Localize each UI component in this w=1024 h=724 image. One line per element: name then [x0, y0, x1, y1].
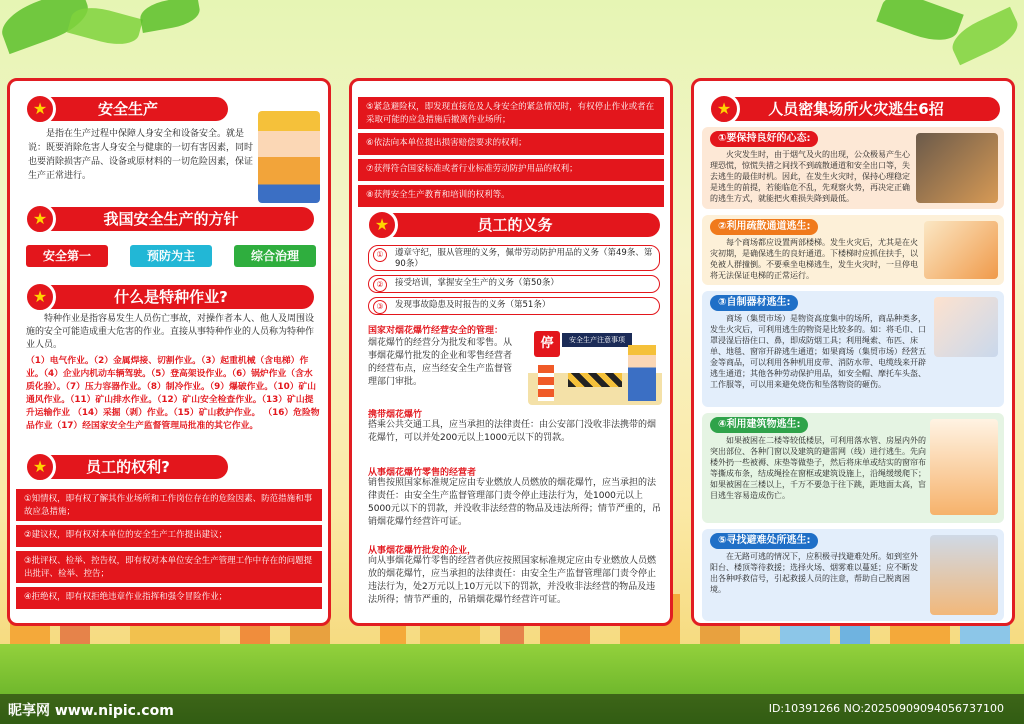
right-item-6: ⑥依法向本单位提出损害赔偿要求的权利； [358, 133, 664, 155]
duty-text: 遵章守纪，服从管理的义务，佩带劳动防护用品的义务（第49条、第90条） [395, 248, 653, 269]
fire-scene-image [916, 133, 998, 203]
tip-tag: ②利用疏散通道逃生: [710, 219, 818, 235]
star-icon: ★ [24, 93, 56, 125]
tip-text: 在无路可逃的情况下，应积极寻找避难处所。如到室外阳台、楼顶等待救援；选择火场、烟雾难以蔓延；应不断发出各种呼救信号，引起救援人员的注意，帮助自己脱离困境。 [710, 552, 918, 594]
duty-text: 发现事故隐患及时报告的义务（第51条） [395, 300, 551, 310]
right-item-1: ①知情权，即有权了解其作业场所和工作岗位存在的危险因素、防范措施和事故应急措施； [16, 489, 322, 521]
right-item-2: ②建议权，即有权对本单位的安全生产工作提出建议； [16, 525, 322, 547]
duty-item-1 [368, 245, 660, 271]
tip-tag: ⑤寻找避难处所逃生: [710, 533, 818, 549]
escape-tip-5 [702, 529, 1004, 621]
worker-icon [628, 345, 656, 401]
carry-heading: 携带烟花爆竹 [368, 410, 423, 420]
star-icon: ★ [24, 203, 56, 235]
carry-text: 搭乘公共交通工具，应当承担的法律责任：由公安部门没收非法携带的烟花爆竹，可以并处200元以上1000元以下的罚款。 [368, 420, 657, 443]
site-logo: 昵享网 www.nipic.com [8, 703, 174, 719]
tip-text: 每个商场都应设置两部楼梯。发生火灾后，尤其是在火灾初期，是确保逃生的良好通道。下楼梯时应抓住扶手，以免被人群撞倒。不要乘坐电梯逃生，发生火灾时，一旦停电将无法保证电梯的正常运行。 [710, 238, 918, 280]
escape-tip-1 [702, 127, 1004, 209]
policy-title: 我国安全生产的方针 [103, 210, 239, 228]
policy-pill-3: 综合治理 [234, 245, 316, 267]
right-item-4: ④拒绝权，即有权拒绝违章作业指挥和强令冒险作业； [16, 587, 322, 609]
policy-pill-1: 安全第一 [26, 245, 108, 267]
tip-tag: ④利用建筑物逃生: [710, 417, 808, 433]
right-item-8: ⑧获得安全生产教育和培训的权利等。 [358, 185, 664, 207]
panel-right [691, 78, 1015, 626]
tip-tag: ③自制器材逃生: [710, 295, 798, 311]
tip-text: 如果被困在二楼等较低楼层，可利用落水管、房屋内外的突出部位、各种门窗以及建筑的避雷网（线）进行逃生。先向楼外扔一些被褥、床垫等做垫子，然后将床单或结实的窗帘布等撕成布条，结成绳拴在窗框或建筑设施上，沿绳缓缓爬下；如果被困在三楼以上，千万不要急于往下跳，距地面太高，盲目逃生容易造成伤亡。 [710, 436, 926, 500]
right-item-5: ⑤紧急避险权，即发现直接危及人身安全的紧急情况时，有权停止作业或者在采取可能的应急措施后撤离作业场所； [358, 97, 664, 129]
barrier-icon [568, 373, 622, 387]
tip-tag: ①要保持良好的心态: [710, 131, 818, 147]
duty-header [370, 213, 660, 237]
safety-sign-illustration [528, 325, 662, 405]
rights-title: 员工的权利? [86, 458, 170, 476]
worker-illustration [258, 111, 320, 203]
policy-header [28, 207, 314, 231]
escape-tip-3 [702, 291, 1004, 407]
id-text: ID:10391266 NO:20250909094056737100 [768, 702, 1004, 715]
escape-tip-2 [702, 215, 1004, 285]
star-icon: ★ [24, 281, 56, 313]
sign-board: 安全生产注意事项 [562, 333, 632, 347]
duty-item-3 [368, 297, 660, 315]
tip-text: 商场（集贸市场）是物资高度集中的场所，商品种类多，发生火灾后，可利用逃生的物资是比较多的。如：将毛巾、口罩浸湿后捂住口、鼻，即成防烟工具；利用绳索、布匹、床单、地毯、窗帘开辟逃生通道；如果商场（集贸市场）经营五金等商品，可以利用各种机用皮带、消防水带、电缆线来开辟逃生通道；其他各种劳动保护用品，如安全帽、摩托车头盔、工作服等，可以用来避免烧伤和坠落物资的砸伤。 [710, 314, 926, 389]
wholesale-heading: 从事烟花爆竹批发的企业， [368, 546, 477, 556]
star-icon: ★ [24, 451, 56, 483]
rooftop-refuge-image [930, 535, 998, 615]
safety-text: 是指在生产过程中保障人身安全和设备安全。就是说：既要消除危害人身安全与健康的一切有害因素，同时也要消除损害产品、设备或原材料的一切危险因素，保证生产正常进行。 [28, 129, 254, 181]
watermark-bar [0, 694, 1024, 724]
building-escape-image [930, 419, 998, 515]
panel-middle [349, 78, 673, 626]
right-item-3: ③批评权、检举、控告权，即有权对本单位安全生产管理工作中存在的问题提出批评、检举、控告； [16, 551, 322, 583]
fireworks-text: 烟花爆竹的经营分为批发和零售。从事烟花爆竹批发的企业和零售经营者的经营布点，应当经安全生产监督管理部门审批。 [368, 338, 513, 387]
special-title: 什么是特种作业? [114, 288, 228, 306]
right-item-7: ⑦获得符合国家标准或者行业标准劳动防护用品的权利； [358, 159, 664, 181]
star-icon: ★ [708, 93, 740, 125]
safety-header [28, 97, 228, 121]
escape-header [712, 97, 1000, 121]
stop-sign-icon: 停 [534, 331, 560, 357]
special-list: （1）电气作业。（2）金属焊接、切割作业。（3）起重机械（含电梯）作业。（4）企业内机动车辆驾驶。（5）登高架设作业。（6）锅炉作业（含水质化验）。（7）压力容器作业。（8）制冷作业。（9）爆破作业。（10）矿山通风作业。（11）矿山排水作业。（12）矿山安全检查作业。（13）矿山提升运输作业 （14）采掘（剥）作业。（15）矿山救护作业。 （16）危险物品作业（17）经国家安全生产监督管理局批准的其它作业。 [26, 356, 320, 431]
wholesale-text: 向从事烟花爆竹零售的经营者供应按照国家标准规定应由专业燃放人员燃放的烟花爆竹，应当承担的法律责任：由安全生产监督管理部门责令停止违法行为，处2万元以上10万元以下的罚款，并没收非法经营的物品及违法所得；情节严重的，吊销烟花爆竹经营许可证。 [368, 556, 657, 605]
rights-header [28, 455, 228, 479]
special-header [28, 285, 314, 309]
duty-num: ② [373, 278, 387, 292]
duty-text: 接受培训，掌握安全生产的义务（第50条） [395, 278, 559, 288]
duty-num: ① [373, 248, 387, 262]
mask-escape-image [934, 297, 998, 357]
duty-title: 员工的义务 [477, 216, 553, 234]
duty-item-2 [368, 275, 660, 293]
escape-tip-4 [702, 413, 1004, 523]
special-text: 特种作业是指容易发生人员伤亡事故，对操作者本人、他人及周围设施的安全可能造成重大危害的作业。直接从事特种作业的人员称为特种作业人员。 [26, 314, 315, 350]
panel-left [7, 78, 331, 626]
stairs-escape-image [924, 221, 998, 279]
escape-title: 人员密集场所火灾逃生6招 [768, 100, 944, 118]
star-icon: ★ [366, 209, 398, 241]
policy-pill-2: 预防为主 [130, 245, 212, 267]
retail-heading: 从事烟花爆竹零售的经营者 [368, 468, 477, 478]
duty-num: ③ [373, 300, 387, 314]
retail-text: 销售按照国家标准规定应由专业燃放人员燃放的烟花爆竹，应当承担的法律责任：由安全生产监督管理部门责令停止违法行为，处1000元以上5000元以下的罚款，并没收非法经营的物品及违法所得；情节严重的，吊销烟花爆竹经营许可证。 [368, 478, 661, 527]
traffic-cone-icon [538, 365, 554, 401]
tip-text: 火灾发生时，由于烟气及火的出现，公众极易产生心理恐慌，惊慌失措之间找不到疏散通道和安全出口等，失去逃生的最佳时机。因此，在发生火灾时，保持心理稳定是逃生的前提，若能临危不乱，先观察火势，再决定正确的逃生方式，就能把火难损失降到最低。 [710, 150, 910, 203]
fireworks-heading: 国家对烟花爆竹经营安全的管理： [368, 326, 504, 336]
safety-title: 安全生产 [97, 100, 158, 118]
